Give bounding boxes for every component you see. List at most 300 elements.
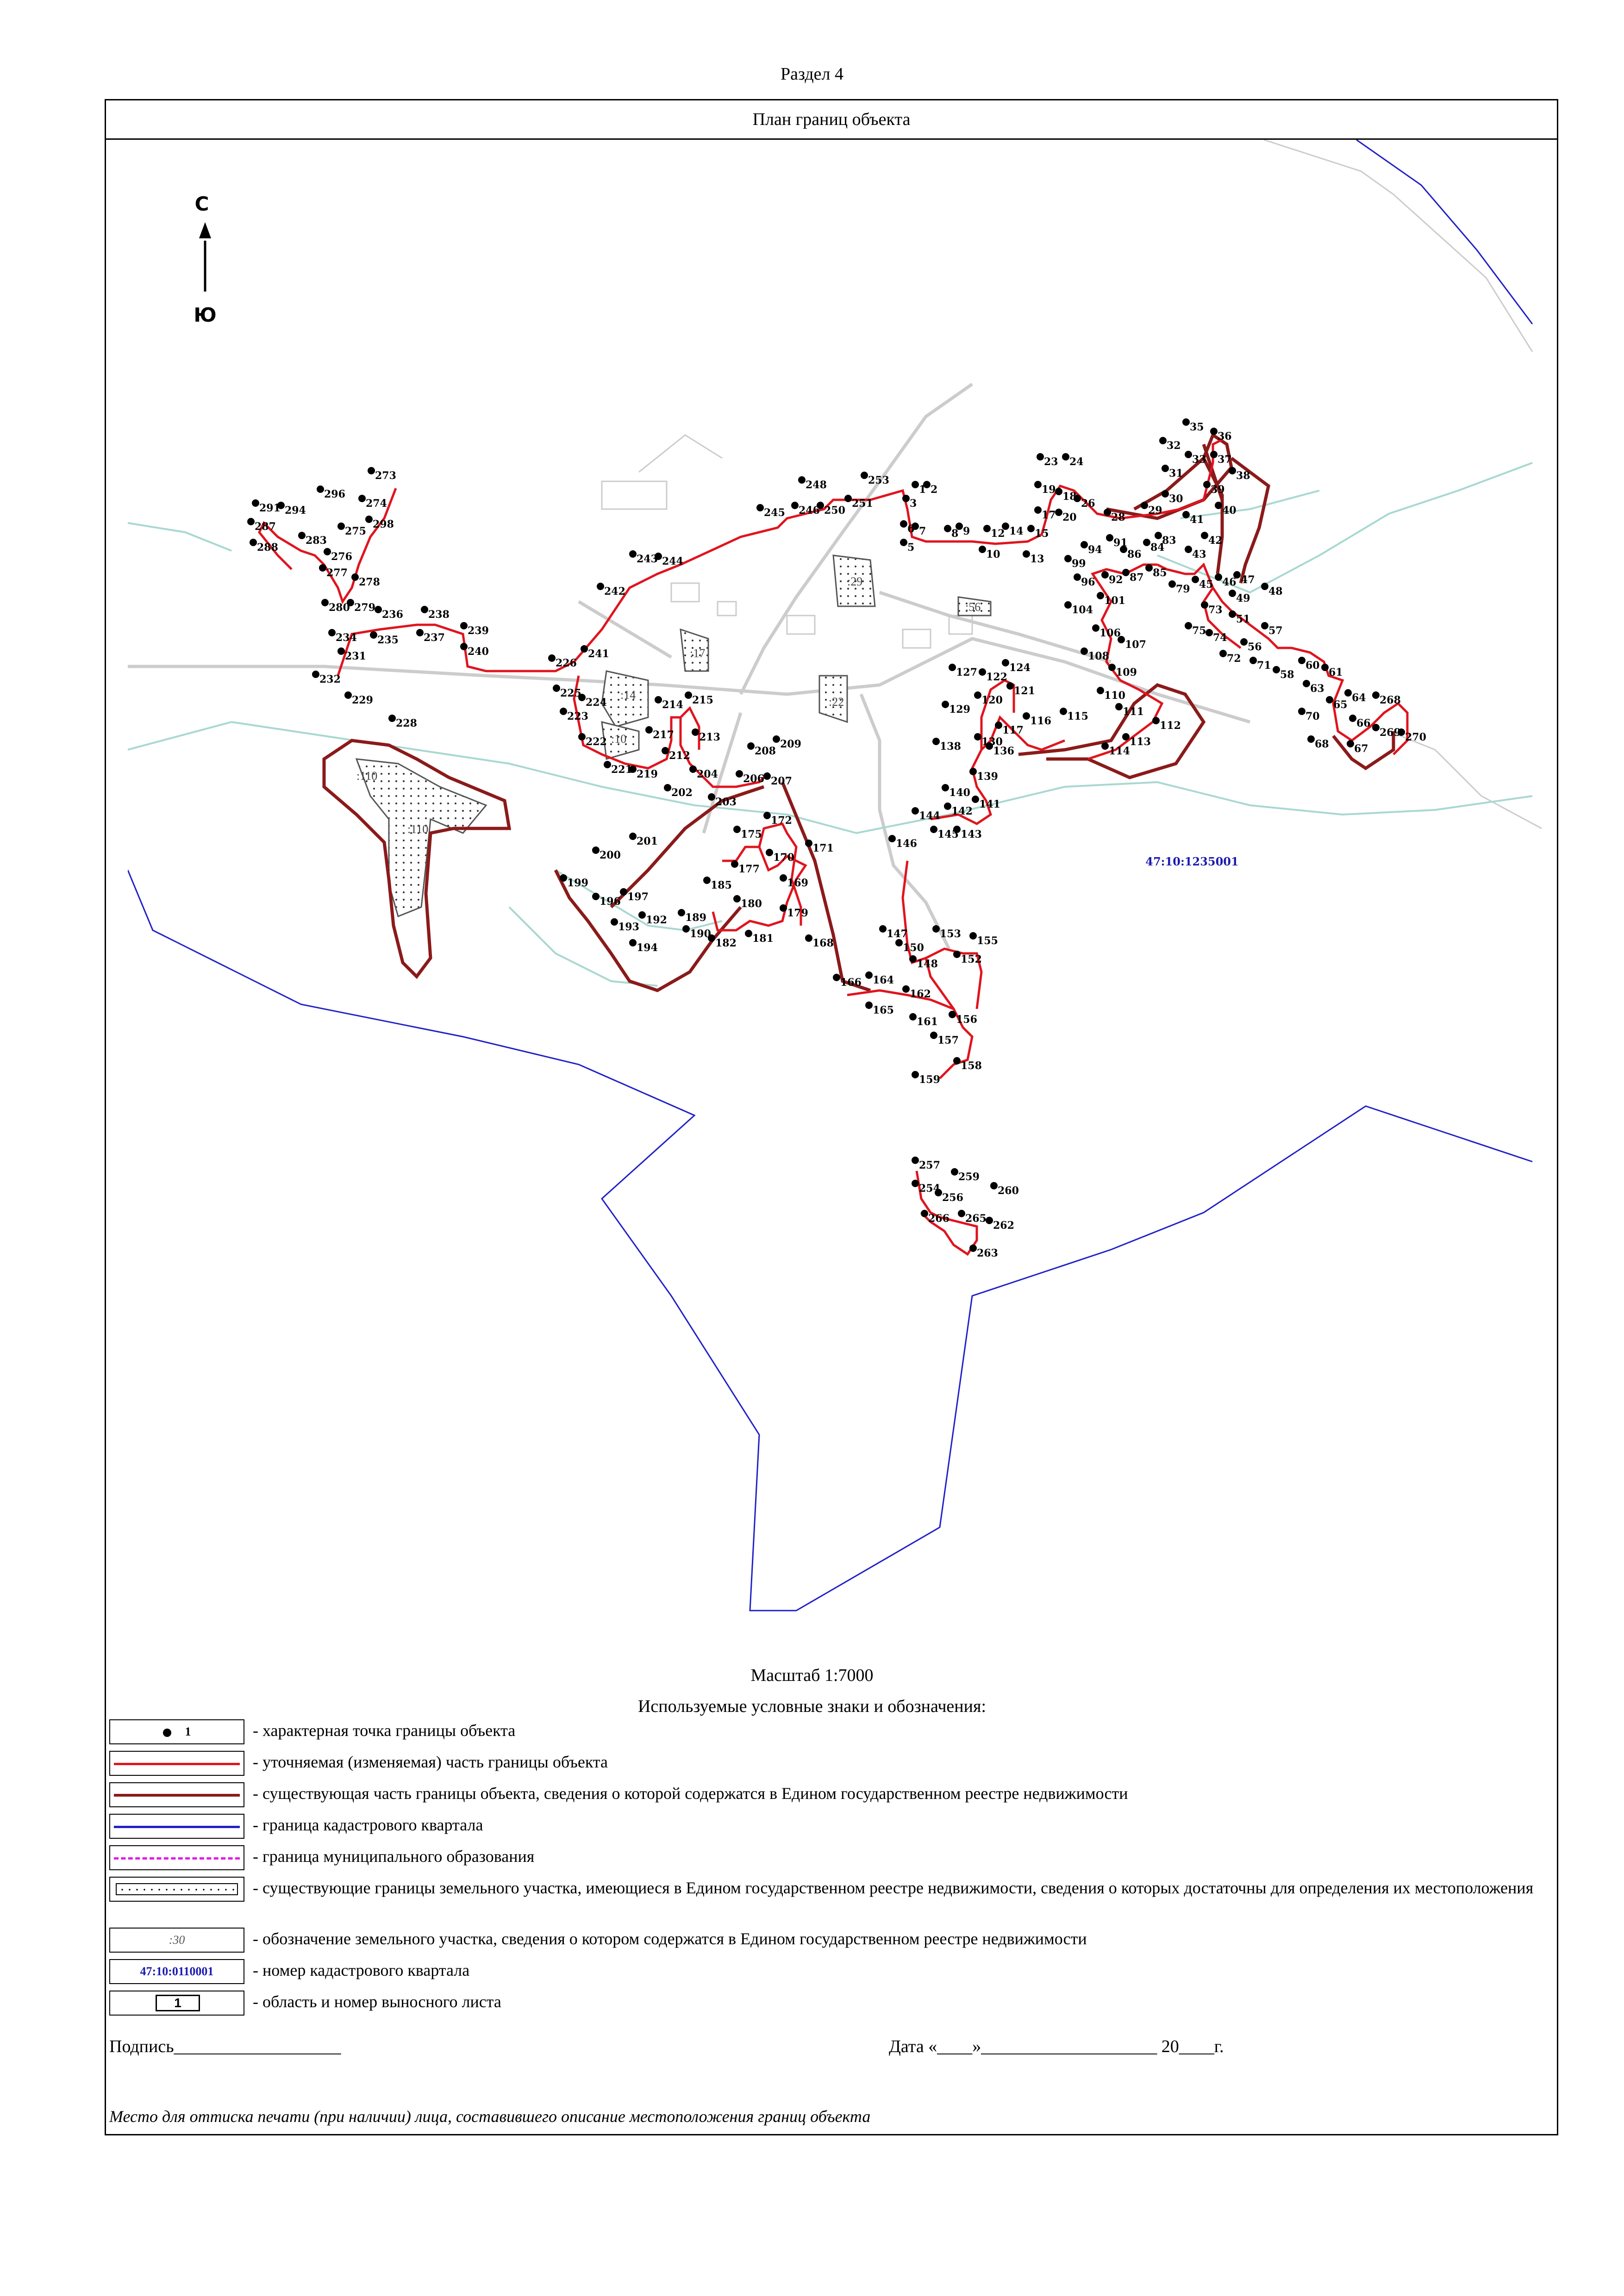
kvartal-boundary-line	[1356, 140, 1532, 324]
boundary-map	[128, 140, 1543, 1662]
boundary-point	[1210, 451, 1218, 458]
existing-boundary	[324, 435, 1393, 990]
point-number: 244	[662, 555, 683, 567]
point-number: 31	[1169, 467, 1183, 479]
point-number: 190	[690, 928, 711, 940]
point-number: 194	[637, 942, 658, 954]
point-number: 208	[755, 745, 776, 757]
point-number: 18	[1062, 491, 1077, 503]
boundary-point	[368, 467, 375, 474]
point-number: 245	[764, 507, 785, 519]
boundary-point	[780, 904, 787, 912]
legend-text: - граница муниципального образования	[253, 1847, 535, 1866]
point-number: 226	[556, 657, 577, 669]
point-number: 257	[919, 1159, 940, 1171]
boundary-point	[1122, 733, 1130, 740]
point-number: 67	[1354, 743, 1368, 755]
boundary-point	[578, 733, 586, 740]
boundary-point	[1055, 488, 1062, 495]
point-number: 64	[1352, 692, 1366, 704]
point-number: 266	[928, 1213, 949, 1225]
point-number: 243	[637, 553, 658, 565]
point-number: 231	[345, 650, 366, 662]
point-number: 113	[1130, 736, 1151, 748]
point-number: 217	[653, 729, 674, 741]
stamp-note: Место для оттиска печати (при наличии) лица, составившего описание местоположения границ объекта	[109, 2107, 871, 2126]
boundary-point	[1101, 742, 1109, 750]
point-number: 24	[1069, 456, 1084, 468]
point-number: 10	[986, 548, 1000, 560]
point-number: 204	[697, 768, 718, 780]
boundary-point	[1037, 453, 1044, 460]
point-number: 73	[1208, 604, 1223, 616]
boundary-point	[861, 472, 868, 479]
legend-text: - граница кадастрового квартала	[253, 1816, 483, 1834]
plan-title: План границ объекта	[105, 99, 1558, 140]
legend-parcel-sample: :30	[109, 1928, 244, 1953]
boundary-point	[388, 715, 396, 722]
boundary-point	[1307, 735, 1315, 743]
point-number: 75	[1192, 625, 1206, 637]
point-number: 221	[611, 764, 632, 776]
boundary-point	[581, 645, 588, 653]
point-number: 47	[1241, 574, 1255, 586]
boundary-point	[949, 664, 956, 671]
point-number: 202	[671, 787, 693, 799]
point-number: 179	[787, 907, 808, 919]
point-number: 259	[958, 1171, 980, 1183]
point-number: 12	[991, 528, 1005, 540]
point-number: 49	[1236, 592, 1250, 604]
point-number: 37	[1218, 454, 1232, 466]
point-number: 242	[604, 585, 625, 597]
boundary-point	[324, 548, 331, 555]
boundary-point	[895, 939, 903, 946]
point-number: 99	[1072, 558, 1086, 570]
point-number: 71	[1257, 660, 1271, 672]
south-letter: Ю	[194, 304, 217, 326]
boundary-point	[951, 1168, 958, 1176]
road	[639, 435, 722, 472]
legend-dotted-box	[109, 1877, 244, 1902]
boundary-point	[560, 874, 567, 882]
point-number: 185	[711, 879, 732, 891]
point-number: 42	[1208, 535, 1223, 547]
legend-item-parcel-bounds	[109, 1877, 1544, 1921]
boundary-point	[1185, 451, 1192, 458]
parcel-label: :14	[620, 688, 636, 702]
boundary-point	[930, 826, 937, 833]
boundary-point	[1219, 650, 1227, 657]
boundary-point	[1229, 590, 1236, 597]
point-number: 279	[354, 602, 375, 614]
boundary-point	[942, 784, 949, 791]
point-number: 14	[1009, 525, 1024, 537]
signature-field[interactable]: Подпись___________________	[109, 2037, 341, 2056]
point-number: 214	[662, 699, 683, 711]
boundary-point	[902, 495, 910, 502]
parcel-label: :22	[829, 695, 844, 709]
point-number: 291	[259, 502, 281, 514]
boundary-point	[1062, 453, 1069, 460]
boundary-point	[416, 629, 424, 636]
boundary-point	[888, 835, 896, 842]
point-number: 63	[1310, 683, 1324, 695]
boundary-point	[986, 1217, 993, 1224]
point-number: 130	[981, 736, 1003, 748]
point-number: 108	[1088, 650, 1109, 662]
boundary-point	[1145, 564, 1153, 572]
point-number: 120	[981, 694, 1003, 706]
boundary-point	[1064, 601, 1072, 609]
boundary-point	[1060, 708, 1067, 715]
point-number: 9	[963, 525, 970, 537]
point-number: 215	[692, 694, 713, 706]
boundary-point	[932, 738, 940, 745]
point-number: 158	[961, 1060, 982, 1072]
point-number: 248	[806, 479, 827, 491]
point-number: 269	[1380, 727, 1401, 739]
road-grid	[602, 140, 1542, 828]
boundary-point	[1298, 708, 1305, 715]
point-number: 157	[937, 1034, 959, 1046]
point-number: 114	[1109, 745, 1130, 757]
boundary-point	[798, 476, 806, 484]
point-number: 294	[285, 504, 306, 516]
boundary-point	[560, 708, 567, 715]
boundary-point	[844, 495, 852, 502]
point-number: 256	[942, 1192, 963, 1204]
point-number: 33	[1192, 454, 1206, 466]
boundary-point	[909, 955, 917, 963]
point-number: 278	[359, 576, 380, 588]
road	[1264, 140, 1532, 352]
point-number: 40	[1222, 504, 1237, 516]
point-number: 122	[986, 671, 1007, 683]
boundary-point	[805, 840, 812, 847]
boundary-point	[747, 742, 755, 750]
point-number: 58	[1280, 669, 1294, 681]
point-number: 1	[919, 484, 926, 496]
point-number: 254	[919, 1182, 940, 1195]
boundary-point	[912, 1157, 919, 1164]
point-number: 175	[741, 828, 762, 840]
point-number: 232	[319, 673, 341, 685]
point-number: 124	[1009, 662, 1031, 674]
point-number: 142	[951, 805, 973, 817]
boundary-point	[692, 728, 699, 736]
boundary-point	[1034, 506, 1042, 514]
date-field[interactable]: Дата «____»____________________ 20____г.	[889, 2037, 1224, 2056]
road	[741, 384, 972, 694]
boundary-point	[703, 877, 711, 884]
legend-magenta-line	[109, 1845, 244, 1870]
boundary-point	[900, 520, 907, 528]
boundary-point	[689, 765, 697, 773]
boundary-point	[252, 499, 259, 507]
boundary-point	[763, 772, 771, 780]
legend-item-municipal	[109, 1845, 1544, 1871]
boundary-point	[375, 606, 382, 613]
point-number: 253	[868, 474, 889, 486]
point-number: 251	[852, 498, 873, 510]
point-number: 171	[812, 842, 834, 854]
point-number: 250	[824, 504, 845, 516]
boundary-point	[1097, 687, 1104, 694]
point-number: 41	[1190, 514, 1204, 526]
boundary-point	[736, 770, 743, 778]
parcel-110	[356, 759, 486, 916]
boundary-point	[250, 539, 257, 546]
point-number: 138	[940, 740, 961, 753]
boundary-point	[974, 691, 981, 699]
kvartal-boundary-line	[128, 870, 1532, 1611]
point-number: 144	[919, 810, 940, 822]
boundary-point	[1143, 539, 1150, 546]
boundary-point	[791, 502, 799, 509]
boundary-point	[351, 573, 359, 581]
point-number: 30	[1169, 493, 1183, 505]
building	[903, 629, 931, 648]
point-number: 140	[949, 787, 970, 799]
boundary-point	[1206, 629, 1213, 636]
boundary-point	[1159, 437, 1167, 444]
point-number: 207	[771, 775, 792, 787]
point-number: 229	[352, 694, 373, 706]
boundary-point	[731, 860, 738, 868]
point-number: 146	[896, 838, 917, 850]
point-number: 96	[1081, 576, 1095, 588]
point-number: 189	[685, 912, 706, 924]
boundary-point	[983, 525, 991, 532]
point-number: 136	[993, 745, 1014, 757]
refined-boundary-line	[338, 440, 1222, 676]
point-number: 288	[257, 541, 278, 554]
point-number: 224	[586, 697, 607, 709]
boundary-point	[865, 1002, 873, 1009]
boundary-point	[1372, 724, 1380, 731]
boundary-point	[1192, 576, 1199, 583]
point-number: 45	[1199, 579, 1213, 591]
boundary-point	[317, 485, 324, 493]
legend-text: - номер кадастрового квартала	[253, 1961, 470, 1979]
point-number: 161	[917, 1016, 938, 1028]
legend-item-existing	[109, 1782, 1544, 1808]
point-number: 74	[1213, 632, 1227, 644]
point-number: 23	[1044, 456, 1058, 468]
point-number: 61	[1329, 666, 1343, 678]
boundary-point	[1249, 657, 1257, 664]
boundary-point	[972, 796, 979, 803]
point-number: 57	[1268, 625, 1283, 637]
boundary-point	[773, 735, 780, 743]
boundary-point	[912, 1071, 919, 1078]
point-number: 241	[588, 648, 609, 660]
boundary-point	[944, 525, 951, 532]
point-number: 298	[373, 518, 394, 530]
point-number: 46	[1222, 576, 1237, 588]
boundary-point	[655, 696, 662, 703]
point-number: 150	[903, 942, 924, 954]
point-number: 213	[699, 731, 720, 743]
boundary-point	[865, 971, 873, 979]
point-number: 32	[1167, 440, 1181, 452]
boundary-point	[662, 747, 669, 754]
boundary-point	[638, 911, 646, 919]
boundary-point	[1152, 717, 1160, 724]
boundary-point	[708, 793, 715, 801]
boundary-point	[460, 643, 468, 650]
boundary-point	[321, 599, 329, 606]
boundary-point	[1104, 509, 1111, 516]
point-number: 28	[1111, 511, 1125, 523]
boundary-point	[733, 826, 741, 833]
point-number: 68	[1315, 738, 1329, 750]
parcel-label: :110	[356, 769, 378, 783]
boundary-point	[1006, 682, 1014, 690]
boundary-point	[1203, 481, 1211, 488]
boundary-point	[645, 726, 653, 734]
boundary-point	[1155, 532, 1162, 539]
boundary-point	[1122, 569, 1130, 576]
boundary-point	[344, 691, 352, 699]
parcel-label: :29	[847, 575, 863, 588]
boundary-point	[1229, 610, 1236, 618]
point-number: 283	[306, 535, 327, 547]
road	[880, 592, 1111, 662]
point-number: 260	[998, 1185, 1019, 1197]
point-number: 29	[1148, 504, 1162, 516]
point-number: 192	[646, 914, 667, 926]
north-letter: С	[194, 193, 209, 215]
boundary-point	[969, 932, 977, 940]
point-icon	[163, 1729, 171, 1737]
point-number: 182	[715, 937, 737, 949]
point-number: 235	[377, 634, 399, 646]
boundary-point	[548, 654, 556, 662]
legend-point-sample: 1	[109, 1719, 244, 1744]
legend-item-refined	[109, 1751, 1544, 1777]
boundary-point	[682, 925, 690, 933]
point-number: 165	[873, 1004, 894, 1016]
building	[671, 583, 699, 602]
boundary-point	[553, 684, 560, 692]
boundary-point	[592, 893, 600, 900]
boundary-point	[358, 495, 366, 502]
point-number: 3	[910, 498, 917, 510]
point-number: 2	[931, 484, 938, 496]
point-number: 70	[1305, 710, 1320, 722]
boundary-point	[1097, 592, 1104, 599]
boundary-point	[1229, 467, 1236, 474]
point-number: 43	[1192, 548, 1206, 560]
rivers	[128, 463, 1532, 986]
boundary-point	[1162, 490, 1169, 498]
parcel-label: :17	[690, 647, 706, 660]
point-number: 273	[375, 470, 396, 482]
boundary-point	[597, 583, 604, 590]
boundary-point	[805, 934, 812, 942]
point-number: 39	[1211, 484, 1225, 496]
point-number: 239	[468, 625, 489, 637]
point-number: 17	[1042, 509, 1056, 521]
boundary-point	[1182, 511, 1190, 518]
point-number: 270	[1405, 731, 1426, 743]
point-number: 234	[336, 632, 357, 644]
boundary-point	[1210, 428, 1218, 435]
boundary-point	[756, 504, 764, 511]
section-title: Раздел 4	[781, 64, 843, 84]
point-number: 127	[956, 666, 977, 678]
map-scale: Масштаб 1:7000	[750, 1666, 874, 1685]
river	[1157, 463, 1532, 592]
boundary-point	[1326, 696, 1333, 703]
boundary-point	[1182, 418, 1190, 426]
point-number: 265	[965, 1213, 987, 1225]
boundary-point	[1081, 541, 1088, 548]
point-number: 65	[1333, 699, 1348, 711]
boundary-point	[733, 895, 741, 902]
boundary-point	[990, 1182, 998, 1189]
point-number: 7	[919, 525, 926, 537]
point-number: 5	[907, 541, 915, 554]
boundary-point	[370, 631, 377, 639]
point-number: 86	[1127, 548, 1142, 560]
point-number: 262	[993, 1220, 1014, 1232]
boundary-point	[900, 539, 907, 546]
point-number: 162	[910, 988, 931, 1000]
boundary-point	[949, 1011, 956, 1018]
boundary-point	[1081, 647, 1088, 655]
boundary-point	[1240, 638, 1248, 646]
parcel-label: :10	[611, 732, 627, 746]
point-number: 145	[937, 828, 959, 840]
boundary-point	[664, 784, 671, 791]
point-number: 129	[949, 703, 970, 716]
boundary-point	[620, 888, 627, 896]
point-number: 107	[1125, 639, 1146, 651]
legend-blue-line	[109, 1814, 244, 1839]
point-number: 148	[917, 958, 938, 970]
boundary-point	[879, 925, 887, 933]
point-number: 51	[1236, 613, 1250, 625]
boundary-point	[1106, 534, 1113, 541]
point-number: 263	[977, 1247, 998, 1259]
point-number: 237	[424, 632, 445, 644]
legend-item-parcel-label	[109, 1928, 1544, 1954]
point-number: 219	[637, 768, 658, 780]
boundary-point	[944, 803, 951, 810]
boundary-point	[312, 671, 319, 678]
boundary-point	[1023, 712, 1030, 720]
boundary-point	[1108, 664, 1116, 671]
boundary-point	[1347, 740, 1354, 747]
building	[787, 616, 815, 634]
legend-item-kvartal-boundary	[109, 1814, 1544, 1840]
point-number: 116	[1030, 715, 1051, 727]
point-number: 222	[586, 736, 607, 748]
road	[128, 639, 1065, 694]
point-number: 87	[1130, 572, 1144, 584]
boundary-point	[953, 951, 961, 958]
boundary-point	[969, 768, 977, 775]
point-number: 159	[919, 1074, 940, 1086]
boundary-point	[421, 606, 428, 613]
point-number: 94	[1088, 544, 1102, 556]
point-number: 181	[752, 933, 774, 945]
boundary-point	[1027, 525, 1035, 532]
boundary-point	[766, 849, 773, 856]
